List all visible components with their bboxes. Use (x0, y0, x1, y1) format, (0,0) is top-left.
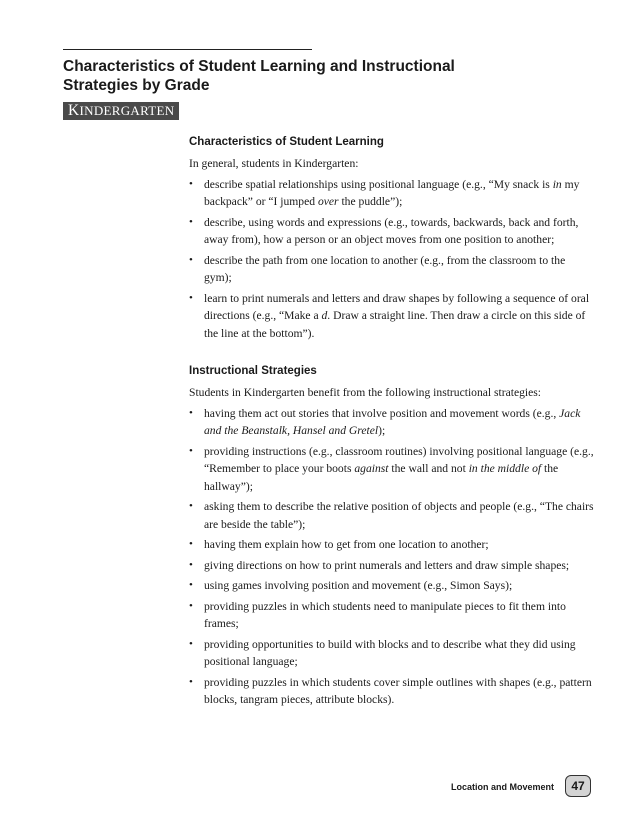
list-item-text: asking them to describe the relative position of objects and people (e.g., “The chairs are beside the table”); (204, 500, 594, 531)
list-item-text: describe spatial relationships using positional language (e.g., “My snack is (204, 177, 553, 191)
strategies-section (189, 363, 594, 709)
list-item-text: giving directions on how to print numerals and letters and draw simple shapes; (204, 558, 570, 572)
list-item-emphasis: d (321, 309, 328, 322)
bullet-icon: • (189, 215, 193, 228)
bullet-icon: • (189, 675, 193, 688)
list-item-text: describe, using words and expressions (e.g., towards, backwards, back and forth, away from), how a person or an object moves from one position to another; (204, 215, 579, 246)
bullet-icon: • (189, 500, 193, 512)
bullet-icon: • (189, 177, 193, 190)
list-item-text: using games involving position and movement (e.g., Simon Says); (204, 579, 513, 592)
list-item-emphasis: in the middle of (468, 462, 542, 475)
characteristics-intro: In general, students in Kindergarten: (189, 157, 359, 170)
list-item (189, 252, 594, 287)
page-number: 47 (565, 775, 591, 797)
bullet-icon: • (189, 538, 193, 550)
list-item (189, 636, 594, 671)
bullet-icon: • (189, 637, 193, 650)
grade-banner-initial: K (68, 102, 80, 119)
grade-banner-rest: INDERGARTEN (79, 103, 175, 118)
list-item-text: having them act out stories that involve position and movement words (e.g., (204, 406, 560, 420)
top-rule (63, 49, 312, 50)
characteristics-heading: Characteristics of Student Learning (189, 136, 384, 148)
page-title: Characteristics of Student Learning and Instructional Strategies by Grade (63, 58, 455, 94)
bullet-icon: • (189, 558, 193, 571)
strategies-list (189, 405, 594, 709)
bullet-icon: • (189, 599, 193, 612)
list-item-text: . Draw a straight line. Then draw a circle on this side of the line at the bottom”). (204, 309, 586, 340)
bullet-icon: • (189, 579, 193, 591)
list-item (189, 498, 594, 533)
list-item-text: learn to print numerals and letters and draw shapes by following a sequence of oral directions (e.g., “Make a (204, 291, 590, 322)
list-item-emphasis: over (317, 195, 339, 208)
list-item (189, 176, 594, 211)
list-item (189, 598, 594, 633)
characteristics-section (189, 134, 594, 342)
list-item (189, 405, 594, 440)
list-item-emphasis: against (354, 462, 389, 475)
bullet-icon: • (189, 406, 193, 419)
list-item-emphasis: in (552, 177, 562, 191)
list-item-text: ); (378, 424, 386, 437)
list-item (189, 214, 594, 249)
main-content (189, 134, 594, 712)
list-item (189, 443, 594, 496)
characteristics-list (189, 176, 594, 343)
list-item-text: providing puzzles in which students cover simple outlines with shapes (e.g., pattern blocks, tangram pieces, attribute blocks). (204, 675, 592, 706)
footer-section-label: Location and Movement (451, 782, 555, 792)
list-item-text: the puddle”); (338, 195, 403, 208)
list-item (189, 536, 594, 554)
list-item-text: describe the path from one location to another (e.g., from the classroom to the gym); (204, 253, 566, 284)
list-item (189, 290, 594, 343)
list-item-text: providing opportunities to build with blocks and to describe what they did using positional language; (204, 637, 576, 668)
list-item-text: having them explain how to get from one location to another; (204, 538, 489, 551)
grade-banner (63, 102, 179, 120)
list-item-emphasis: Jack and the Beanstalk, Hansel and Gretel (204, 406, 581, 437)
list-item-text: providing instructions (e.g., classroom routines) involving positional language (e.g., “Remember to place your boots (204, 444, 594, 475)
strategies-heading: Instructional Strategies (189, 365, 317, 377)
list-item (189, 577, 594, 595)
bullet-icon: • (189, 253, 193, 266)
list-item-text: providing puzzles in which students need to manipulate pieces to fit them into frames; (204, 599, 566, 630)
list-item-text: my backpack” or “I jumped (204, 177, 580, 208)
list-item-text: the wall and not (388, 462, 469, 475)
bullet-icon: • (189, 291, 193, 304)
bullet-icon: • (189, 444, 193, 457)
list-item-text: the hallway”); (204, 462, 559, 493)
list-item (189, 674, 594, 709)
strategies-intro: Students in Kindergarten benefit from the following instructional strategies: (189, 386, 542, 399)
list-item (189, 557, 594, 575)
